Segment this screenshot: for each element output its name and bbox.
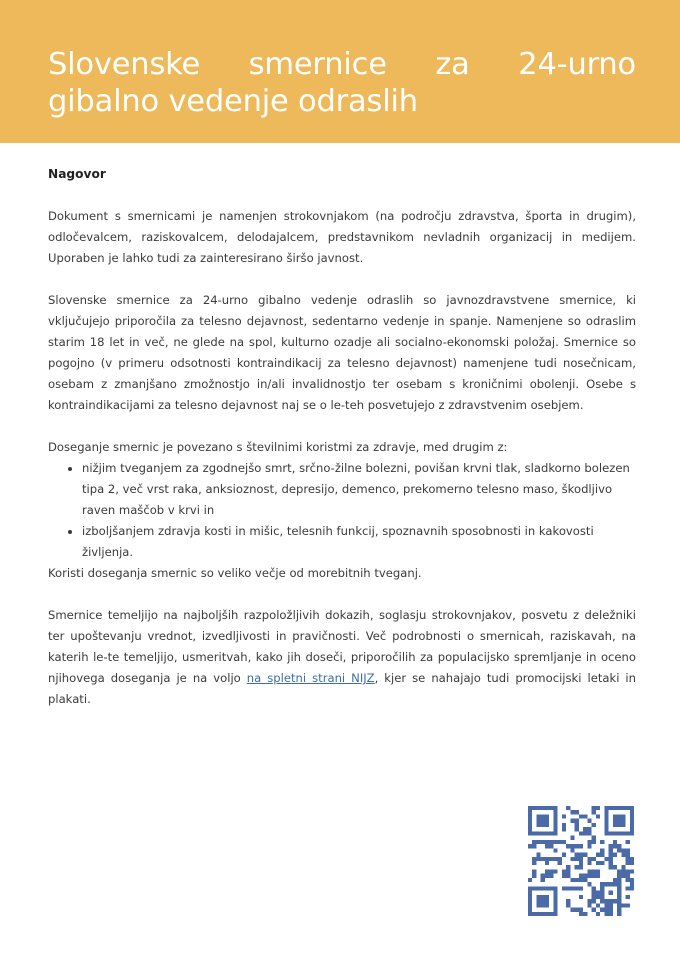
scope-paragraph: Slovenske smernice za 24-urno gibalno vedenje odraslih so javnozdravstvene smernice, ki vključujejo priporočila za telesno dejavnost, sedentarno vedenje in spanje. Namenjene so odraslim starim 18 let in več, ne glede na spol, kulturno ozadje ali socialno-ekonomski položaj. Smernice so pogojno (v primeru odsotnosti kontraindikacij za telesno dejavnost) namenjene tudi nosečnicam, osebam z zmanjšano zmožnostjo in/ali invalidnostjo ter osebam s kroničnimi obolenji. Osebe s kontraindikacijami za telesno dejavnost naj se o le-teh posvetujejo z zdravstvenim osebjem. [48, 293, 636, 412]
main-content [48, 164, 636, 731]
intro-paragraph: Dokument s smernicami je namenjen strokovnjakom (na področju zdravstva, športa in drugim), odločevalcem, raziskovalcem, delodajalcem, predstavnikom nevladnih organizacij in medijem. Uporaben je lahko tudi za zainteresirano širšo javnost. [48, 209, 636, 265]
benefits-list [48, 458, 636, 563]
sources-paragraph [48, 605, 636, 710]
sources-text-start: Smernice temeljijo na najboljših razpoložljivih dokazih, soglasju strokovnjakov, posvetu z deležniki ter upoštevanju vrednot, izvedljivosti in pravičnosti. Več podrobnosti o smernicah, raziskavah, na katerih le-te temeljijo, usmeritvah, kako jih doseči, priporočilih za populacijsko spremljanje in oceno njihovega doseganja je na voljo [48, 608, 636, 685]
sources-text-end: , kjer se nahajajo tudi promocijski letaki in plakati. [48, 671, 637, 706]
benefits-outro: Koristi doseganja smernic so veliko večje od morebitnih tveganj. [48, 566, 422, 580]
list-item: izboljšanjem zdravja kosti in mišic, telesnih funkcij, spoznavnih sposobnosti in kakovosti življenja. [68, 521, 636, 563]
benefits-intro: Doseganje smernic je povezano s številnimi koristmi za zdravje, med drugim z: [48, 440, 508, 454]
section-heading: Nagovor [48, 167, 106, 181]
list-item: nižjim tveganjem za zgodnejšo smrt, srčno-žilne bolezni, povišan krvni tlak, sladkorno bolezen tipa 2, več vrst raka, anksioznost, depresijo, demenco, prekomerno telesno maso, škodljivo raven maščob v krvi in [68, 458, 636, 521]
nijz-website-link[interactable]: na spletni strani NIJZ [246, 671, 375, 685]
page-title: Slovenske smernice za 24-urno gibalno vedenje odraslih [48, 47, 636, 119]
qr-code[interactable] [528, 806, 634, 916]
header-banner [0, 0, 680, 143]
